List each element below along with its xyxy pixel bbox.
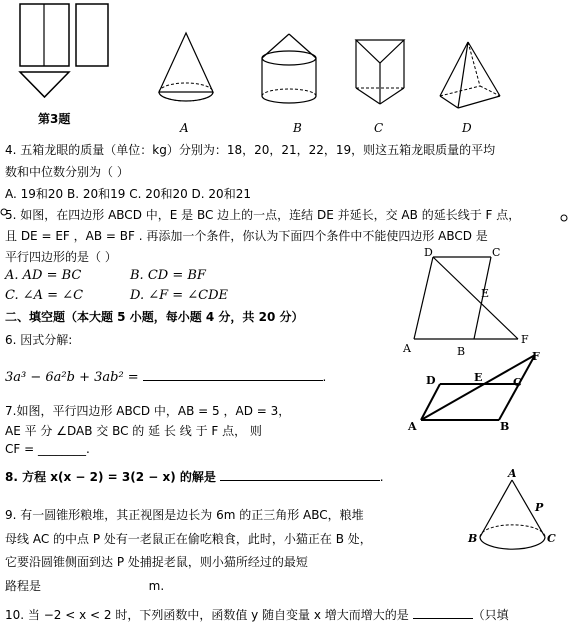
q7-fig-label: F — [532, 350, 540, 363]
q5-option-b: B. CD = BF — [130, 268, 206, 283]
q8-text: 8. 方程 x(x − 2) = 3(2 − x) 的解是 — [5, 470, 216, 484]
q7-fig-label: C — [513, 376, 522, 389]
q7-line2: AE 平 分 ∠DAB 交 BC 的 延 长 线 于 F 点， 则 — [5, 424, 262, 438]
option-label-d: D — [462, 121, 472, 135]
q9-fig-label: P — [535, 501, 544, 514]
q6-expression: 3a³ − 6a²b + 3ab² = — [5, 370, 139, 385]
q5-option-d: D. ∠F = ∠CDE — [130, 288, 229, 303]
q4-line2: 数和中位数分别为（ ） — [5, 165, 129, 179]
q5-line1: 5. 如图，在四边形 ABCD 中，E 是 BC 边上的一点，连结 DE 并延长，交 AB 的延长线于 F 点， — [5, 208, 521, 222]
q9-fig-label: A — [508, 467, 517, 480]
option-label-a: A — [180, 121, 189, 135]
q5-line3: 平行四边形的是（ ） — [5, 250, 117, 264]
q9-line4: 路程是 — [5, 579, 42, 593]
q9-unit: m. — [148, 579, 165, 593]
figure3-caption: 第3题 — [38, 112, 71, 126]
q9-line1: 9. 有一圆锥形粮堆，其正视图是边长为 6m 的正三角形 ABC，粮堆 — [5, 508, 364, 522]
q9-line3: 它要沿圆锥侧面到达 P 处捕捉老鼠，则小猫所经过的最短 — [5, 555, 308, 569]
q5-fig-label: D — [424, 246, 433, 259]
q7-fig-label: D — [426, 374, 436, 387]
q10-answer-blank[interactable] — [413, 606, 473, 619]
q6-expression-row: 3a³ − 6a²b + 3ab² = . — [5, 370, 327, 385]
q5-fig-label: F — [521, 333, 529, 346]
q7-line3: CF = ________. — [5, 442, 90, 456]
q9-fig-label: B — [468, 532, 478, 545]
q6-line1: 6. 因式分解: — [5, 333, 73, 347]
q9-fig-label: C — [547, 532, 556, 545]
section-2-heading: 二、填空题（本大题 5 小题，每小题 4 分，共 20 分） — [5, 310, 304, 324]
q7-fig-label: A — [408, 420, 417, 433]
q5-line2: 且 DE = EF ，AB = BF . 再添加一个条件，你认为下面四个条件中不能使四边形 ABCD 是 — [5, 229, 488, 243]
option-label-c: C — [374, 121, 384, 135]
q7-fig-label: E — [474, 371, 483, 384]
q8-end: . — [379, 470, 384, 484]
q10-text: 10. 当 −2 < x < 2 时，下列函数中，函数值 y 随自变量 x 增大而增大的是 — [5, 608, 409, 622]
q5-fig-label: E — [481, 287, 490, 300]
q5-fig-label: C — [492, 246, 501, 259]
q9-line2: 母线 AC 的中点 P 处有一老鼠正在偷吃粮食，此时，小猫正在 B 处， — [5, 532, 372, 546]
q7-fig-label: B — [500, 420, 510, 433]
q7-line1: 7.如图，平行四边形 ABCD 中，AB = 5 ，AD = 3， — [5, 404, 291, 418]
q5-option-a: A. AD = BC — [5, 268, 82, 283]
q5-option-c: C. ∠A = ∠C — [5, 288, 84, 303]
q10-end: （只填 — [472, 608, 509, 622]
q4-line1: 4. 五箱龙眼的质量（单位：kg）分别为：18，20，21，22，19，则这五箱龙眼质量的平均 — [5, 143, 496, 157]
q10-row — [5, 606, 509, 623]
q4-options: A. 19和20 B. 20和19 C. 20和20 D. 20和21 — [5, 187, 251, 201]
option-label-b: B — [293, 121, 302, 135]
q5-fig-label: A — [403, 342, 411, 355]
q5-fig-label: B — [457, 345, 466, 358]
